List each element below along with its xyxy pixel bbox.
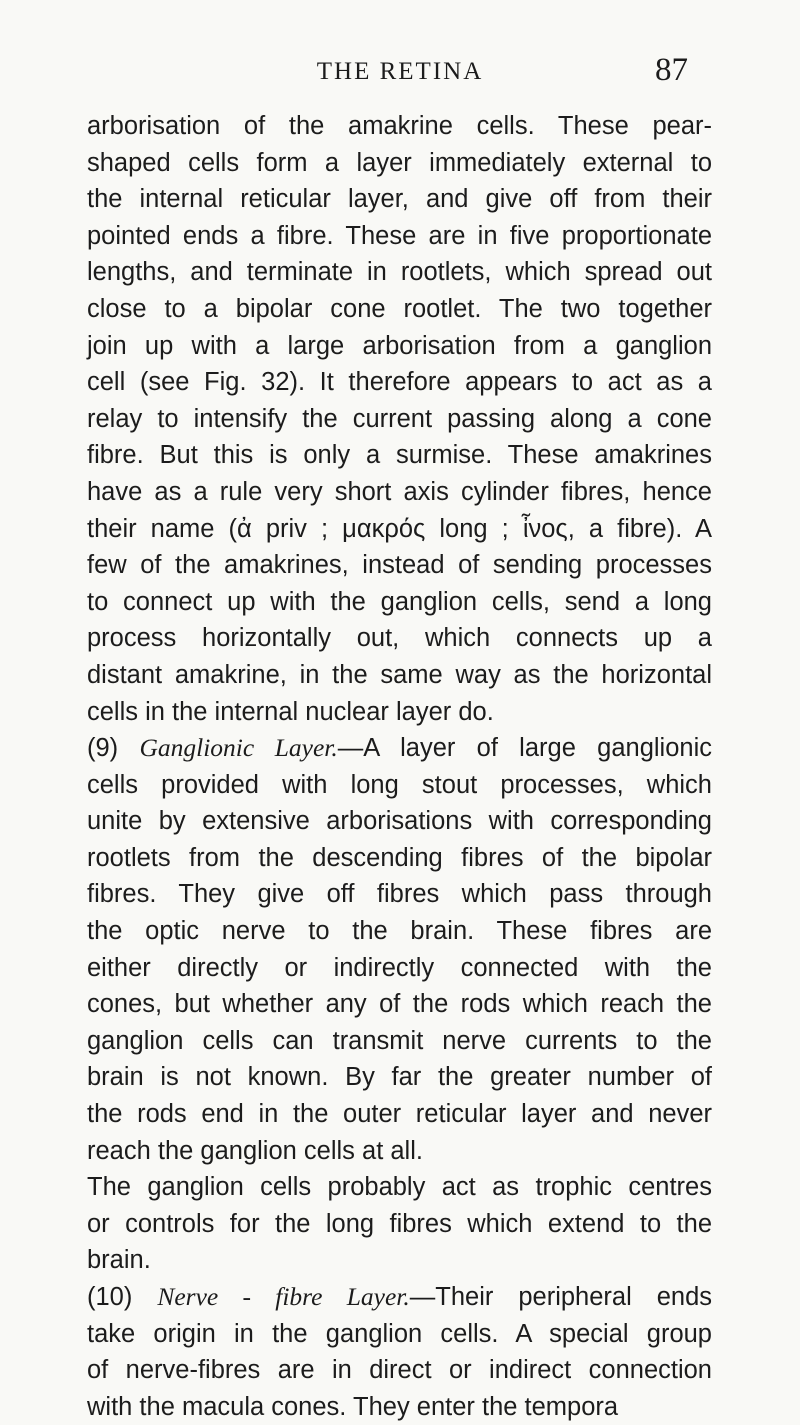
text-line: cells in the internal nuclear layer do.	[87, 697, 494, 726]
text-fragment: —A layer of large ganglionic	[337, 734, 712, 763]
text-line: or controls for the long fibres which extend to the	[87, 1209, 712, 1238]
text-line: of nerve-fibres are in direct or indirect connection	[87, 1356, 712, 1385]
text-line: brain.	[87, 1246, 151, 1275]
text-line: the internal reticular layer, and give off from their	[87, 185, 712, 214]
page-header	[0, 52, 800, 98]
text-line: brain is not known. By far the greater number of	[87, 1063, 712, 1092]
text-line: few of the amakrines, instead of sending processes	[87, 551, 712, 580]
text-line: join up with a large arborisation from a ganglion	[87, 331, 712, 360]
text-line: the rods end in the outer reticular layer and never	[87, 1100, 712, 1129]
text-line: reach the ganglion cells at all.	[87, 1136, 423, 1165]
section-heading-line	[87, 730, 712, 767]
text-line: to connect up with the ganglion cells, send a long	[87, 587, 712, 616]
text-line: their name (ἀ priv ; μακρός long ; ἶνος, a fibre). A	[87, 514, 712, 543]
running-head: THE RETINA	[316, 58, 484, 85]
text-line: either directly or indirectly connected with the	[87, 953, 712, 982]
text-line: ganglion cells can transmit nerve currents to the	[87, 1026, 712, 1055]
text-line: cells provided with long stout processes, which	[87, 770, 712, 799]
text-line: take origin in the ganglion cells. A special group	[87, 1319, 712, 1348]
text-line: process horizontally out, which connects up a	[87, 624, 712, 653]
text-line: close to a bipolar cone rootlet. The two together	[87, 294, 712, 323]
text-line: rootlets from the descending fibres of the bipolar	[87, 843, 712, 872]
section-number: (9)	[87, 734, 119, 763]
text-line: unite by extensive arborisations with corresponding	[87, 807, 712, 836]
body-text	[87, 108, 712, 1425]
section-title: Nerve - fibre Layer.	[157, 1282, 410, 1311]
text-line: distant amakrine, in the same way as the horizontal	[87, 660, 712, 689]
text-line: relay to intensify the current passing along a cone	[87, 404, 712, 433]
text-line: cones, but whether any of the rods which reach the	[87, 990, 712, 1019]
text-line: fibre. But this is only a surmise. These amakrines	[87, 441, 712, 470]
text-line: arborisation of the amakrine cells. These pear-	[87, 112, 712, 140]
text-line: with the macula cones. They enter the tempora	[87, 1392, 619, 1421]
text-line: fibres. They give off fibres which pass through	[87, 880, 712, 909]
text-line: have as a rule very short axis cylinder fibres, hence	[87, 477, 712, 506]
text-fragment: —Their peripheral ends	[409, 1283, 713, 1311]
section-number: (10)	[87, 1283, 133, 1311]
text-line: pointed ends a fibre. These are in five proportionate	[87, 221, 712, 250]
page-number: 87	[655, 52, 688, 88]
section-title: Ganglionic Layer.	[139, 733, 338, 763]
text-line: the optic nerve to the brain. These fibres are	[87, 917, 712, 946]
text-line: lengths, and terminate in rootlets, which spread out	[87, 258, 712, 287]
text-line: cell (see Fig. 32). It therefore appears to act as a	[87, 368, 712, 397]
text-line: shaped cells form a layer immediately external to	[87, 148, 712, 177]
text-line: The ganglion cells probably act as trophic centres	[87, 1173, 712, 1202]
section-heading-line	[87, 1279, 712, 1316]
